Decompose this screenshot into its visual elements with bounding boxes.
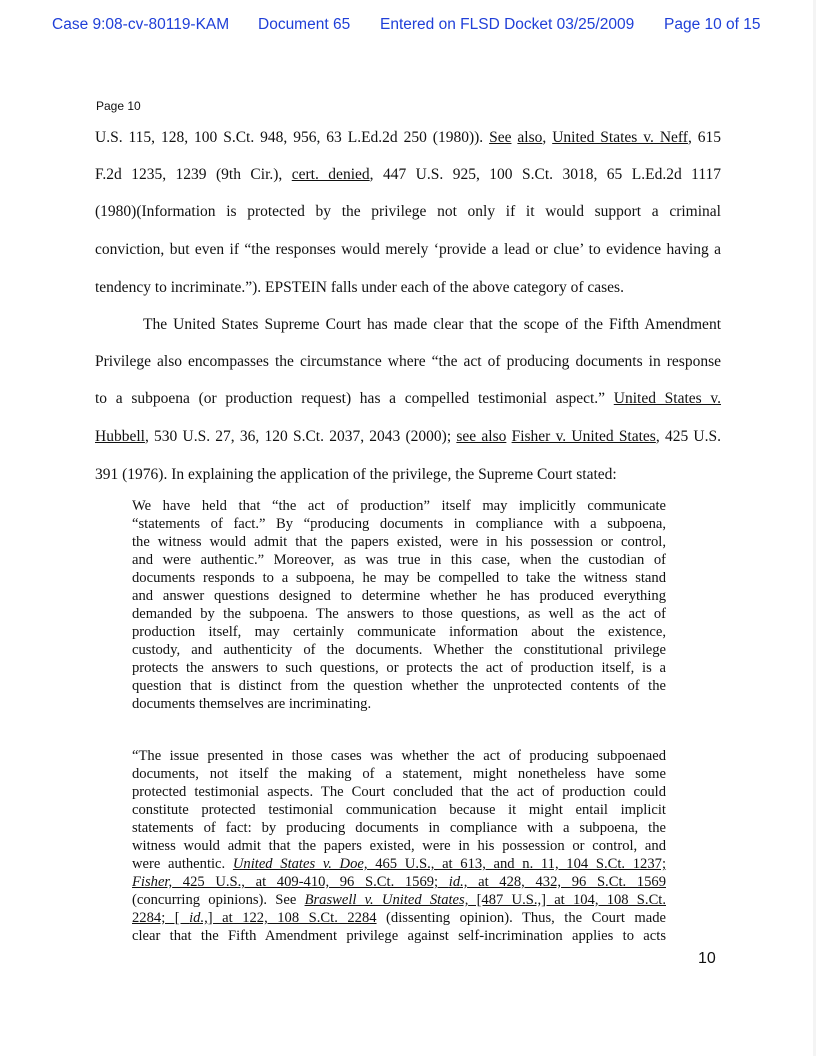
quote-line: statements of fact: by producing documents in compliance with a subpoena, the [132, 820, 666, 836]
quote-line: documents, not itself the making of a statement, might nonetheless have some [132, 766, 666, 782]
document-number: Document 65 [258, 16, 351, 33]
docket-entry: Entered on FLSD Docket 03/25/2009 [380, 16, 635, 33]
quote-line: and answer questions designed to determine whether he has produced everything [132, 588, 666, 604]
quote-line: We have held that “the act of production” itself may implicitly communicate [132, 498, 666, 514]
case-citation: Hubbell [95, 428, 145, 445]
quote-line: were authentic. United States v. Doe, 465 U.S., at 613, and n. 11, 104 S.Ct. 1237; [132, 856, 667, 872]
quote-line: 2284; [ id.,] at 122, 108 S.Ct. 2284 (dissenting opinion). Thus, the Court made [132, 910, 666, 926]
text-line: (1980)(Information is protected by the privilege not only if it would support a criminal [95, 203, 721, 220]
text-line: 391 (1976). In explaining the application of the privilege, the Supreme Court stated: [95, 466, 617, 483]
case-citation: United States v. [613, 390, 721, 407]
case-citation: Fisher v. United States [511, 428, 656, 445]
quote-line: constitute protected testimonial communication because it might entail implicit [132, 802, 666, 818]
case-citation: United States v. Neff [552, 129, 688, 146]
case-number: Case 9:08-cv-80119-KAM [52, 16, 230, 33]
case-citation: Fisher, [132, 874, 173, 890]
quote-line: custody, and authenticity of the documents. Whether the constitutional privilege [132, 642, 666, 658]
quote-line: the witness would admit that the papers existed, were in his possession or control, [132, 534, 666, 550]
quote-line: protects the answers to such questions, or protects the act of production itself, is a [132, 660, 666, 676]
quote-line: (concurring opinions). See Braswell v. United States, [487 U.S.,] at 104, 108 S.Ct. [132, 892, 666, 908]
text-line: to a subpoena (or production request) has a compelled testimonial aspect.” United States v. [95, 390, 721, 407]
quote-line: documents responds to a subpoena, he may be compelled to take the witness stand [132, 570, 666, 586]
text-line: Privilege also encompasses the circumstance where “the act of producing documents in response [95, 353, 721, 370]
quote-line: documents themselves are incriminating. [132, 696, 372, 712]
text-line: F.2d 1235, 1239 (9th Cir.), cert. denied, 447 U.S. 925, 100 S.Ct. 3018, 65 L.Ed.2d 1117 [95, 166, 721, 183]
case-citation: Braswell v. United States, [304, 892, 469, 908]
quote-line: production itself, may certainly communicate information about the existence, [132, 624, 666, 640]
quote-line: protected testimonial aspects. The Court concluded that the act of production could [132, 784, 666, 800]
quote-line: clear that the Fifth Amendment privilege against self-incrimination applies to acts [132, 928, 666, 944]
case-citation: United States v. Doe, [232, 856, 368, 872]
quote-line: and were authentic.” Moreover, as was true in this case, when the custodian of [132, 552, 666, 568]
text-line: tendency to incriminate.”). EPSTEIN falls under each of the above category of cases. [95, 279, 624, 296]
text-line: U.S. 115, 128, 100 S.Ct. 948, 956, 63 L.Ed.2d 250 (1980)). See also, United States v. Neff, 615 [95, 129, 721, 146]
page-of-total: Page 10 of 15 [664, 16, 761, 33]
quote-line: witness would admit that the papers existed, were in his possession or control, and [132, 838, 666, 854]
quote-line: “statements of fact.” By “producing documents in compliance with a subpoena, [132, 516, 666, 532]
text-line: conviction, but even if “the responses would merely ‘provide a lead or clue’ to evidence having a [95, 241, 721, 258]
text-line: The United States Supreme Court has made clear that the scope of the Fifth Amendment [143, 316, 721, 333]
quote-line: question that is distinct from the question whether the unprotected contents of the [132, 678, 666, 694]
quote-line: demanded by the subpoena. The answers to those questions, as well as the act of [132, 606, 666, 622]
page-label: Page 10 [96, 99, 141, 113]
text-line: Hubbell, 530 U.S. 27, 36, 120 S.Ct. 2037, 2043 (2000); see also Fisher v. United States, 425 U.S. [95, 428, 721, 445]
quote-line: “The issue presented in those cases was whether the act of producing subpoenaed [132, 748, 666, 764]
page-number: 10 [698, 950, 716, 967]
quote-line: Fisher, 425 U.S., at 409-410, 96 S.Ct. 1569; id., at 428, 432, 96 S.Ct. 1569 [132, 874, 666, 890]
